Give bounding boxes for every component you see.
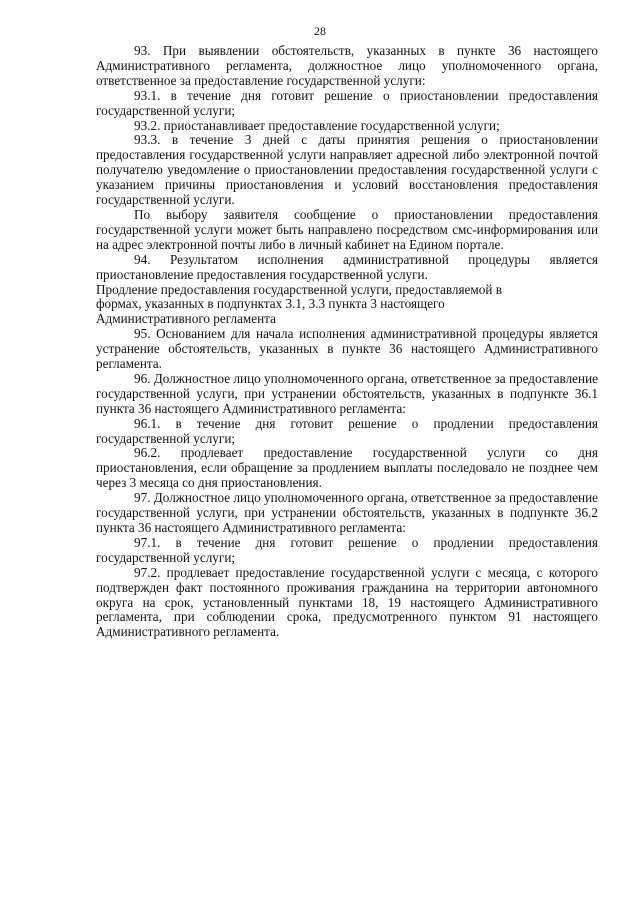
paragraph-96: 96. Должностное лицо уполномоченного органа, ответственное за предоставление государственной услуги, при устранении обстоятельств, указанных в подпункте 36.1 пункта 36 настоящего Административного регламента: — [96, 370, 598, 416]
paragraph-96-1: 96.1. в течение дня готовит решение о продлении предоставления государственной услуги; — [96, 415, 598, 446]
paragraph-97: 97. Должностное лицо уполномоченного органа, ответственное за предоставление государственной услуги, при устранении обстоятельств, указанных в подпункте 36.2 пункта 36 настоящего Административного регламента: — [96, 490, 598, 535]
paragraph-96-2: 96.2. продлевает предоставление государственной услуги со дня приостановления, если обращение за продлением выплаты последовало не позднее чем через 3 месяца со дня приостановления. — [96, 445, 598, 491]
paragraph-93-2: 93.2. приостанавливает предоставление государственной услуги; — [134, 117, 500, 133]
document-body — [96, 44, 598, 640]
paragraph-93-1: 93.1. в течение дня готовит решение о приостановлении предоставления государственной услуги; — [96, 87, 598, 118]
section-heading-line-3: Административного регламента — [96, 311, 276, 327]
paragraph-95: 95. Основанием для начала исполнения административной процедуры является устранение обстоятельств, указанных в пункте 36 настоящего Административного регламента. — [96, 326, 598, 372]
section-heading-line-2: формах, указанных в подпунктах 3.1, 3.3 пункта 3 настоящего — [96, 296, 445, 312]
section-heading — [96, 283, 598, 328]
paragraph-94: 94. Результатом исполнения административной процедуры является приостановление предоставления государственной услуги. — [96, 251, 598, 282]
section-heading-line-1: Продление предоставления государственной услуги, предоставляемой в — [96, 281, 502, 297]
paragraph-93-3: 93.3. в течение 3 дней с даты принятия решения о приостановлении предоставления государственной услуги направляет адресной либо электронной почтой получателю уведомление о приостановлении предоставления государственной услуги с указанием причины приостановления и условий восстановления предоставления государственной услуги. — [96, 132, 598, 208]
page-number: 28 — [314, 24, 326, 38]
paragraph-sms-notice: По выбору заявителя сообщение о приостановлении предоставления государственной услуги может быть направлено посредством смс-информирования или на адрес электронной почты либо в личный кабинет на Едином портале. — [96, 206, 598, 252]
paragraph-97-1: 97.1. в течение дня готовит решение о продлении предоставления государственной услуги; — [96, 534, 598, 565]
paragraph-97-2: 97.2. продлевает предоставление государственной услуги с месяца, с которого подтвержден факт постоянного проживания гражданина на территории автономного округа на срок, установленный пунктами 18, 19 настоящего Административного регламента, при соблюдении срока, предусмотренного пунктом 91 настоящего Административного регламента. — [96, 564, 598, 640]
paragraph-93: 93. При выявлении обстоятельств, указанных в пункте 36 настоящего Административного регламента, должностное лицо уполномоченного органа, ответственное за предоставление государственной услуги: — [96, 43, 598, 88]
